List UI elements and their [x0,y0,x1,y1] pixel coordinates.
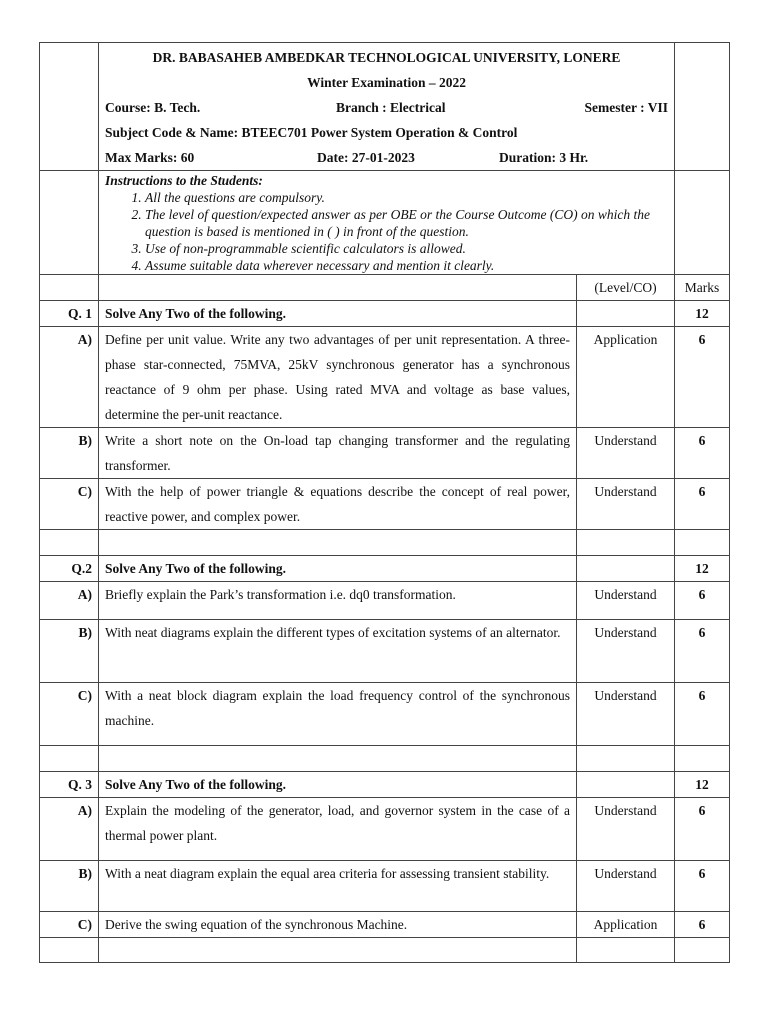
part-label: B) [40,620,99,683]
spacer-row [40,746,730,772]
instruction-item: 2. The level of question/expected answer as per OBE or the Course Outcome (CO) on which the question is based is mentioned in ( ) in front of the question. [145,206,668,240]
part-row [40,620,730,683]
instructions-row [40,171,730,275]
part-marks: 6 [675,798,730,861]
exam-date: Date: 27-01-2023 [317,150,415,165]
question-number: Q. 1 [40,301,99,327]
part-marks: 6 [675,327,730,428]
part-label: A) [40,582,99,620]
part-label: C) [40,683,99,746]
marks-line [105,145,668,170]
instruction-item: 4. Assume suitable data wherever necessary and mention it clearly. [145,257,668,274]
part-marks: 6 [675,683,730,746]
question-paper-table [39,42,730,963]
part-row [40,428,730,479]
part-text: Write a short note on the On-load tap changing transformer and the regulating transformer. [99,428,577,479]
question-marks: 12 [675,556,730,582]
instructions-cell [99,171,675,275]
exam-name: Winter Examination – 2022 [307,75,466,90]
part-marks: 6 [675,912,730,938]
question-title: Solve Any Two of the following. [99,556,577,582]
max-marks: Max Marks: 60 [105,150,195,165]
subject: Subject Code & Name: BTEEC701 Power System Operation & Control [105,125,518,140]
part-row [40,683,730,746]
header-left-cell [40,43,99,171]
part-text: With the help of power triangle & equations describe the concept of real power, reactive power, and complex power. [99,479,577,530]
column-header-row [40,275,730,301]
part-text: Explain the modeling of the generator, load, and governor system in the case of a thermal power plant. [99,798,577,861]
part-marks: 6 [675,582,730,620]
header-right-cell [675,43,730,171]
part-text: Derive the swing equation of the synchronous Machine. [99,912,577,938]
part-label: B) [40,861,99,912]
question-row [40,301,730,327]
part-level: Understand [577,620,675,683]
university-name: DR. BABASAHEB AMBEDKAR TECHNOLOGICAL UNIVERSITY, LONERE [152,50,621,65]
part-text: With a neat diagram explain the equal area criteria for assessing transient stability. [99,861,577,912]
part-row [40,912,730,938]
part-text: Briefly explain the Park’s transformation i.e. dq0 transformation. [99,582,577,620]
part-label: C) [40,479,99,530]
spacer-row [40,530,730,556]
part-level: Understand [577,428,675,479]
branch: Branch : Electrical [336,100,446,115]
course: Course: B. Tech. [105,100,201,115]
part-level: Application [577,912,675,938]
instructions-title: Instructions to the Students: [105,173,263,188]
part-row [40,582,730,620]
question-row [40,556,730,582]
part-label: B) [40,428,99,479]
part-row [40,861,730,912]
marks-column-header: Marks [675,275,730,301]
part-row [40,327,730,428]
question-number: Q. 3 [40,772,99,798]
level-column-header: (Level/CO) [577,275,675,301]
part-marks: 6 [675,620,730,683]
part-level: Understand [577,861,675,912]
part-level: Understand [577,798,675,861]
spacer-row [40,938,730,963]
question-title: Solve Any Two of the following. [99,772,577,798]
part-level: Understand [577,683,675,746]
part-text: With a neat block diagram explain the load frequency control of the synchronous machine. [99,683,577,746]
part-marks: 6 [675,861,730,912]
instructions [105,172,668,274]
part-level: Understand [577,479,675,530]
part-text: With neat diagrams explain the different types of excitation systems of an alternator. [99,620,577,683]
header-row [40,43,730,171]
question-row [40,772,730,798]
part-row [40,798,730,861]
instruction-item: 1. All the questions are compulsory. [145,189,668,206]
part-level: Understand [577,582,675,620]
part-level: Application [577,327,675,428]
question-marks: 12 [675,772,730,798]
part-row [40,479,730,530]
duration: Duration: 3 Hr. [499,150,589,165]
part-label: A) [40,798,99,861]
part-text: Define per unit value. Write any two advantages of per unit representation. A three-phase star-connected, 75MVA, 25kV synchronous generator has a synchronous reactance of 9 ohm per phase. Using rated MVA and voltage as base values, determine the per-unit reactance. [99,327,577,428]
question-marks: 12 [675,301,730,327]
header-cell [99,43,675,171]
question-title: Solve Any Two of the following. [99,301,577,327]
part-label: A) [40,327,99,428]
question-number: Q.2 [40,556,99,582]
instruction-item: 3. Use of non-programmable scientific calculators is allowed. [145,240,668,257]
course-line [105,95,668,120]
semester: Semester : VII [584,100,669,115]
part-label: C) [40,912,99,938]
part-marks: 6 [675,479,730,530]
part-marks: 6 [675,428,730,479]
